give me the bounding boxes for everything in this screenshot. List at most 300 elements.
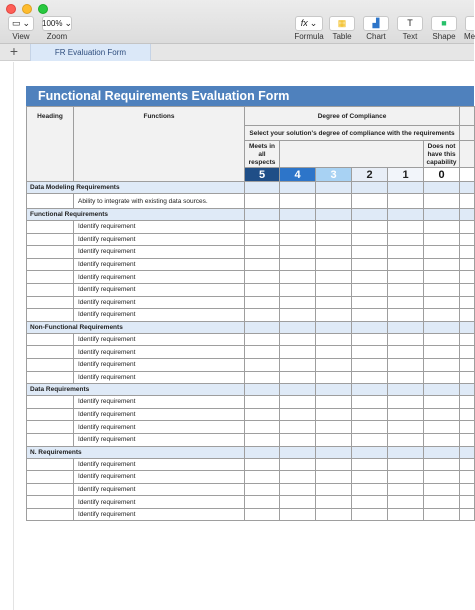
requirement-row [27,396,475,409]
section-heading: N. Requirements [27,446,245,458]
extra-column-cell[interactable] [460,358,475,371]
extra-column-cell [460,107,475,126]
compliance-cell-0[interactable] [424,194,460,209]
compliance-cell-2[interactable] [352,371,388,384]
shape-button[interactable] [431,16,457,31]
section-cell [352,321,388,333]
compliance-cell-4[interactable] [280,358,316,371]
extra-column-cell[interactable] [460,296,475,309]
compliance-cell-3[interactable] [316,221,352,234]
extra-column-cell[interactable] [460,346,475,359]
compliance-cell-1[interactable] [388,271,424,284]
compliance-cell-1[interactable] [388,496,424,509]
section-row [27,209,475,221]
window-controls [6,4,48,14]
heading-cell[interactable] [27,483,74,496]
requirement-row [27,283,475,296]
compliance-cell-0[interactable] [424,246,460,259]
close-window-icon[interactable] [6,4,16,14]
requirement-cell[interactable]: Identify requirement [74,333,245,346]
compliance-column-header: Degree of Compliance [245,107,460,126]
compliance-cell-1[interactable] [388,333,424,346]
compliance-cell-3[interactable] [316,471,352,484]
evaluation-table [26,106,475,521]
heading-cell[interactable] [27,296,74,309]
section-cell [316,209,352,221]
section-cell [424,209,460,221]
compliance-cell-3[interactable] [316,194,352,209]
compliance-cell-3[interactable] [316,309,352,322]
compliance-cell-4[interactable] [280,333,316,346]
compliance-cell-3[interactable] [316,458,352,471]
compliance-cell-1[interactable] [388,483,424,496]
compliance-cell-4[interactable] [280,194,316,209]
requirement-row [27,271,475,284]
section-cell [245,384,280,396]
requirement-cell[interactable]: Identify requirement [74,246,245,259]
formula-button[interactable] [295,16,323,31]
compliance-cell-3[interactable] [316,258,352,271]
heading-cell[interactable] [27,358,74,371]
page-margin-line [13,62,14,610]
requirement-cell[interactable]: Identify requirement [74,346,245,359]
requirement-cell[interactable]: Identify requirement [74,358,245,371]
chart-label: Chart [366,32,386,41]
compliance-cell-3[interactable] [316,333,352,346]
extra-column-cell[interactable] [460,496,475,509]
view-button[interactable] [8,16,34,31]
table-button[interactable] [329,16,355,31]
requirement-row [27,194,475,209]
zoom-value: 100% [42,19,63,28]
compliance-cell-5[interactable] [245,309,280,322]
compliance-cell-2[interactable] [352,309,388,322]
section-cell [280,384,316,396]
requirement-cell[interactable]: Identify requirement [74,458,245,471]
extra-column-cell[interactable] [460,371,475,384]
requirement-cell[interactable]: Identify requirement [74,371,245,384]
compliance-cell-2[interactable] [352,194,388,209]
compliance-cell-4[interactable] [280,258,316,271]
compliance-cell-0[interactable] [424,271,460,284]
extra-column-cell[interactable] [460,309,475,322]
heading-cell[interactable] [27,283,74,296]
compliance-cell-5[interactable] [245,221,280,234]
compliance-cell-2[interactable] [352,283,388,296]
compliance-cell-3[interactable] [316,371,352,384]
media-button[interactable] [465,16,474,31]
section-cell [280,321,316,333]
compliance-cell-2[interactable] [352,483,388,496]
heading-cell[interactable] [27,458,74,471]
section-cell [352,446,388,458]
heading-cell[interactable] [27,309,74,322]
scale-1: 1 [388,168,424,182]
scale-3: 3 [316,168,352,182]
compliance-cell-0[interactable] [424,408,460,421]
compliance-cell-3[interactable] [316,483,352,496]
compliance-cell-1[interactable] [388,258,424,271]
compliance-cell-4[interactable] [280,496,316,509]
compliance-cell-2[interactable] [352,421,388,434]
section-cell [316,446,352,458]
compliance-cell-4[interactable] [280,246,316,259]
scale-5: 5 [245,168,280,182]
heading-cell[interactable] [27,433,74,446]
heading-cell[interactable] [27,371,74,384]
extra-column-cell[interactable] [460,408,475,421]
extra-column-cell [460,168,475,182]
requirement-cell[interactable]: Identify requirement [74,258,245,271]
heading-cell[interactable] [27,333,74,346]
compliance-cell-1[interactable] [388,396,424,409]
text-button[interactable] [397,16,423,31]
compliance-cell-0[interactable] [424,296,460,309]
section-cell [352,182,388,194]
compliance-cell-2[interactable] [352,221,388,234]
extra-column-cell[interactable] [460,333,475,346]
requirement-row [27,346,475,359]
chevron-down-icon: ⌄ [64,18,73,28]
scale-4: 4 [280,168,316,182]
heading-cell[interactable] [27,233,74,246]
compliance-cell-0[interactable] [424,371,460,384]
chart-button[interactable] [363,16,389,31]
section-row [27,446,475,458]
compliance-cell-0[interactable] [424,396,460,409]
tab-fr-evaluation-form[interactable]: FR Evaluation Form [30,44,151,61]
section-cell [460,321,475,333]
scale-0: 0 [424,168,460,182]
requirement-row [27,508,475,521]
compliance-cell-2[interactable] [352,508,388,521]
compliance-cell-2[interactable] [352,246,388,259]
requirement-cell[interactable]: Identify requirement [74,271,245,284]
heading-cell[interactable] [27,496,74,509]
compliance-cell-5[interactable] [245,458,280,471]
heading-cell[interactable] [27,471,74,484]
heading-cell[interactable] [27,221,74,234]
compliance-cell-5[interactable] [245,471,280,484]
section-cell [280,209,316,221]
compliance-cell-0[interactable] [424,333,460,346]
section-cell [316,384,352,396]
zoom-window-icon[interactable] [38,4,48,14]
compliance-cell-1[interactable] [388,283,424,296]
extra-column-cell [460,126,475,141]
compliance-cell-5[interactable] [245,508,280,521]
compliance-cell-5[interactable] [245,233,280,246]
requirement-cell[interactable]: Identify requirement [74,309,245,322]
compliance-cell-0[interactable] [424,233,460,246]
requirement-cell[interactable]: Ability to integrate with existing data sources. [74,194,245,209]
section-cell [460,446,475,458]
compliance-cell-4[interactable] [280,296,316,309]
compliance-cell-2[interactable] [352,233,388,246]
compliance-cell-0[interactable] [424,496,460,509]
compliance-cell-4[interactable] [280,421,316,434]
compliance-cell-0[interactable] [424,258,460,271]
section-cell [424,446,460,458]
extra-column-cell[interactable] [460,258,475,271]
compliance-cell-4[interactable] [280,221,316,234]
compliance-cell-5[interactable] [245,194,280,209]
section-row [27,182,475,194]
scale-right-label: Does not have this capability [424,141,460,168]
sidebar-icon: ▭ [11,18,21,28]
section-cell [388,209,424,221]
toolbar [0,0,474,44]
section-cell [460,182,475,194]
compliance-cell-4[interactable] [280,483,316,496]
heading-cell[interactable] [27,508,74,521]
extra-column-cell[interactable] [460,221,475,234]
compliance-cell-0[interactable] [424,346,460,359]
heading-cell[interactable] [27,396,74,409]
requirement-cell[interactable]: Identify requirement [74,408,245,421]
compliance-cell-1[interactable] [388,358,424,371]
extra-column-cell[interactable] [460,471,475,484]
compliance-cell-1[interactable] [388,471,424,484]
heading-cell[interactable] [27,346,74,359]
compliance-cell-3[interactable] [316,508,352,521]
compliance-cell-3[interactable] [316,271,352,284]
compliance-cell-3[interactable] [316,296,352,309]
extra-column-cell[interactable] [460,483,475,496]
requirement-cell[interactable]: Identify requirement [74,433,245,446]
compliance-cell-1[interactable] [388,421,424,434]
compliance-cell-1[interactable] [388,508,424,521]
compliance-cell-3[interactable] [316,233,352,246]
compliance-cell-2[interactable] [352,471,388,484]
compliance-cell-2[interactable] [352,346,388,359]
compliance-cell-5[interactable] [245,371,280,384]
heading-cell[interactable] [27,271,74,284]
requirement-row [27,496,475,509]
requirement-row [27,471,475,484]
text-icon: T [407,18,413,28]
extra-column-cell [460,141,475,168]
compliance-cell-4[interactable] [280,371,316,384]
compliance-cell-1[interactable] [388,408,424,421]
requirement-cell[interactable]: Identify requirement [74,508,245,521]
section-cell [245,321,280,333]
compliance-cell-4[interactable] [280,471,316,484]
compliance-cell-2[interactable] [352,358,388,371]
compliance-cell-5[interactable] [245,283,280,296]
section-heading: Data Requirements [27,384,245,396]
section-heading: Data Modeling Requirements [27,182,245,194]
heading-cell[interactable] [27,246,74,259]
compliance-cell-4[interactable] [280,396,316,409]
compliance-cell-3[interactable] [316,433,352,446]
requirement-cell[interactable]: Identify requirement [74,283,245,296]
requirement-cell[interactable]: Identify requirement [74,396,245,409]
extra-column-cell[interactable] [460,508,475,521]
compliance-cell-2[interactable] [352,271,388,284]
compliance-cell-0[interactable] [424,421,460,434]
compliance-cell-4[interactable] [280,458,316,471]
compliance-cell-1[interactable] [388,296,424,309]
requirement-row [27,408,475,421]
compliance-cell-5[interactable] [245,333,280,346]
compliance-cell-3[interactable] [316,408,352,421]
compliance-cell-0[interactable] [424,458,460,471]
compliance-cell-5[interactable] [245,358,280,371]
compliance-cell-0[interactable] [424,309,460,322]
compliance-cell-5[interactable] [245,483,280,496]
section-cell [424,182,460,194]
compliance-cell-3[interactable] [316,496,352,509]
requirement-row [27,371,475,384]
requirement-cell[interactable]: Identify requirement [74,471,245,484]
compliance-cell-2[interactable] [352,458,388,471]
requirement-row [27,296,475,309]
compliance-cell-2[interactable] [352,408,388,421]
compliance-cell-0[interactable] [424,358,460,371]
compliance-cell-1[interactable] [388,458,424,471]
compliance-cell-5[interactable] [245,271,280,284]
extra-column-cell[interactable] [460,271,475,284]
compliance-cell-2[interactable] [352,496,388,509]
requirement-cell[interactable]: Identify requirement [74,496,245,509]
table-label: Table [332,32,352,41]
extra-column-cell[interactable] [460,283,475,296]
compliance-cell-1[interactable] [388,309,424,322]
section-cell [388,384,424,396]
requirement-row [27,258,475,271]
compliance-cell-3[interactable] [316,421,352,434]
compliance-cell-5[interactable] [245,246,280,259]
compliance-cell-5[interactable] [245,433,280,446]
requirement-cell[interactable]: Identify requirement [74,221,245,234]
scale-2: 2 [352,168,388,182]
heading-cell[interactable] [27,258,74,271]
compliance-cell-3[interactable] [316,283,352,296]
compliance-cell-5[interactable] [245,396,280,409]
form-title: Functional Requirements Evaluation Form [26,86,474,106]
sheet-canvas [0,62,474,610]
add-sheet-button[interactable]: + [9,43,19,59]
heading-cell[interactable] [27,194,74,209]
section-cell [352,384,388,396]
compliance-cell-2[interactable] [352,433,388,446]
compliance-cell-0[interactable] [424,508,460,521]
compliance-cell-1[interactable] [388,433,424,446]
section-cell [316,321,352,333]
requirement-row [27,483,475,496]
heading-cell[interactable] [27,421,74,434]
compliance-cell-2[interactable] [352,296,388,309]
compliance-cell-4[interactable] [280,309,316,322]
compliance-cell-0[interactable] [424,483,460,496]
scale-label-spacer [280,141,424,168]
extra-column-cell[interactable] [460,246,475,259]
requirement-cell[interactable]: Identify requirement [74,483,245,496]
compliance-cell-5[interactable] [245,258,280,271]
compliance-cell-1[interactable] [388,221,424,234]
compliance-cell-4[interactable] [280,408,316,421]
compliance-cell-5[interactable] [245,421,280,434]
compliance-cell-2[interactable] [352,333,388,346]
section-cell [424,321,460,333]
heading-cell[interactable] [27,408,74,421]
section-cell [388,321,424,333]
compliance-cell-4[interactable] [280,233,316,246]
compliance-cell-0[interactable] [424,221,460,234]
compliance-cell-1[interactable] [388,246,424,259]
zoom-label: Zoom [46,32,68,41]
compliance-cell-2[interactable] [352,258,388,271]
compliance-cell-1[interactable] [388,194,424,209]
heading-column-header: Heading [27,107,74,182]
compliance-cell-4[interactable] [280,283,316,296]
requirement-row [27,309,475,322]
compliance-cell-2[interactable] [352,396,388,409]
extra-column-cell[interactable] [460,233,475,246]
requirement-cell[interactable]: Identify requirement [74,421,245,434]
requirement-cell[interactable]: Identify requirement [74,233,245,246]
section-cell [245,446,280,458]
compliance-cell-0[interactable] [424,471,460,484]
view-label: View [12,32,30,41]
compliance-cell-0[interactable] [424,433,460,446]
zoom-select[interactable] [42,16,72,31]
extra-column-cell[interactable] [460,433,475,446]
requirement-row [27,421,475,434]
compliance-cell-4[interactable] [280,271,316,284]
compliance-cell-5[interactable] [245,346,280,359]
requirement-row [27,246,475,259]
compliance-cell-5[interactable] [245,296,280,309]
section-cell [388,446,424,458]
sheet-tab-bar [0,44,474,61]
requirement-cell[interactable]: Identify requirement [74,296,245,309]
section-cell [460,209,475,221]
compliance-cell-5[interactable] [245,408,280,421]
requirement-row [27,358,475,371]
compliance-cell-4[interactable] [280,346,316,359]
extra-column-cell[interactable] [460,194,475,209]
extra-column-cell[interactable] [460,458,475,471]
section-cell [352,209,388,221]
compliance-cell-3[interactable] [316,396,352,409]
evaluation-form [26,86,474,521]
section-cell [424,384,460,396]
scale-left-label: Meets in all respects [245,141,280,168]
extra-column-cell[interactable] [460,421,475,434]
requirement-row [27,458,475,471]
compliance-cell-3[interactable] [316,358,352,371]
compliance-cell-3[interactable] [316,246,352,259]
compliance-cell-1[interactable] [388,346,424,359]
compliance-cell-4[interactable] [280,508,316,521]
requirement-row [27,233,475,246]
section-cell [280,182,316,194]
minimize-window-icon[interactable] [22,4,32,14]
compliance-cell-5[interactable] [245,496,280,509]
compliance-cell-4[interactable] [280,433,316,446]
requirement-row [27,333,475,346]
compliance-cell-1[interactable] [388,233,424,246]
formula-label: Formula [294,32,324,41]
extra-column-cell[interactable] [460,396,475,409]
compliance-cell-3[interactable] [316,346,352,359]
section-row [27,321,475,333]
section-cell [245,209,280,221]
compliance-cell-0[interactable] [424,283,460,296]
compliance-cell-1[interactable] [388,371,424,384]
